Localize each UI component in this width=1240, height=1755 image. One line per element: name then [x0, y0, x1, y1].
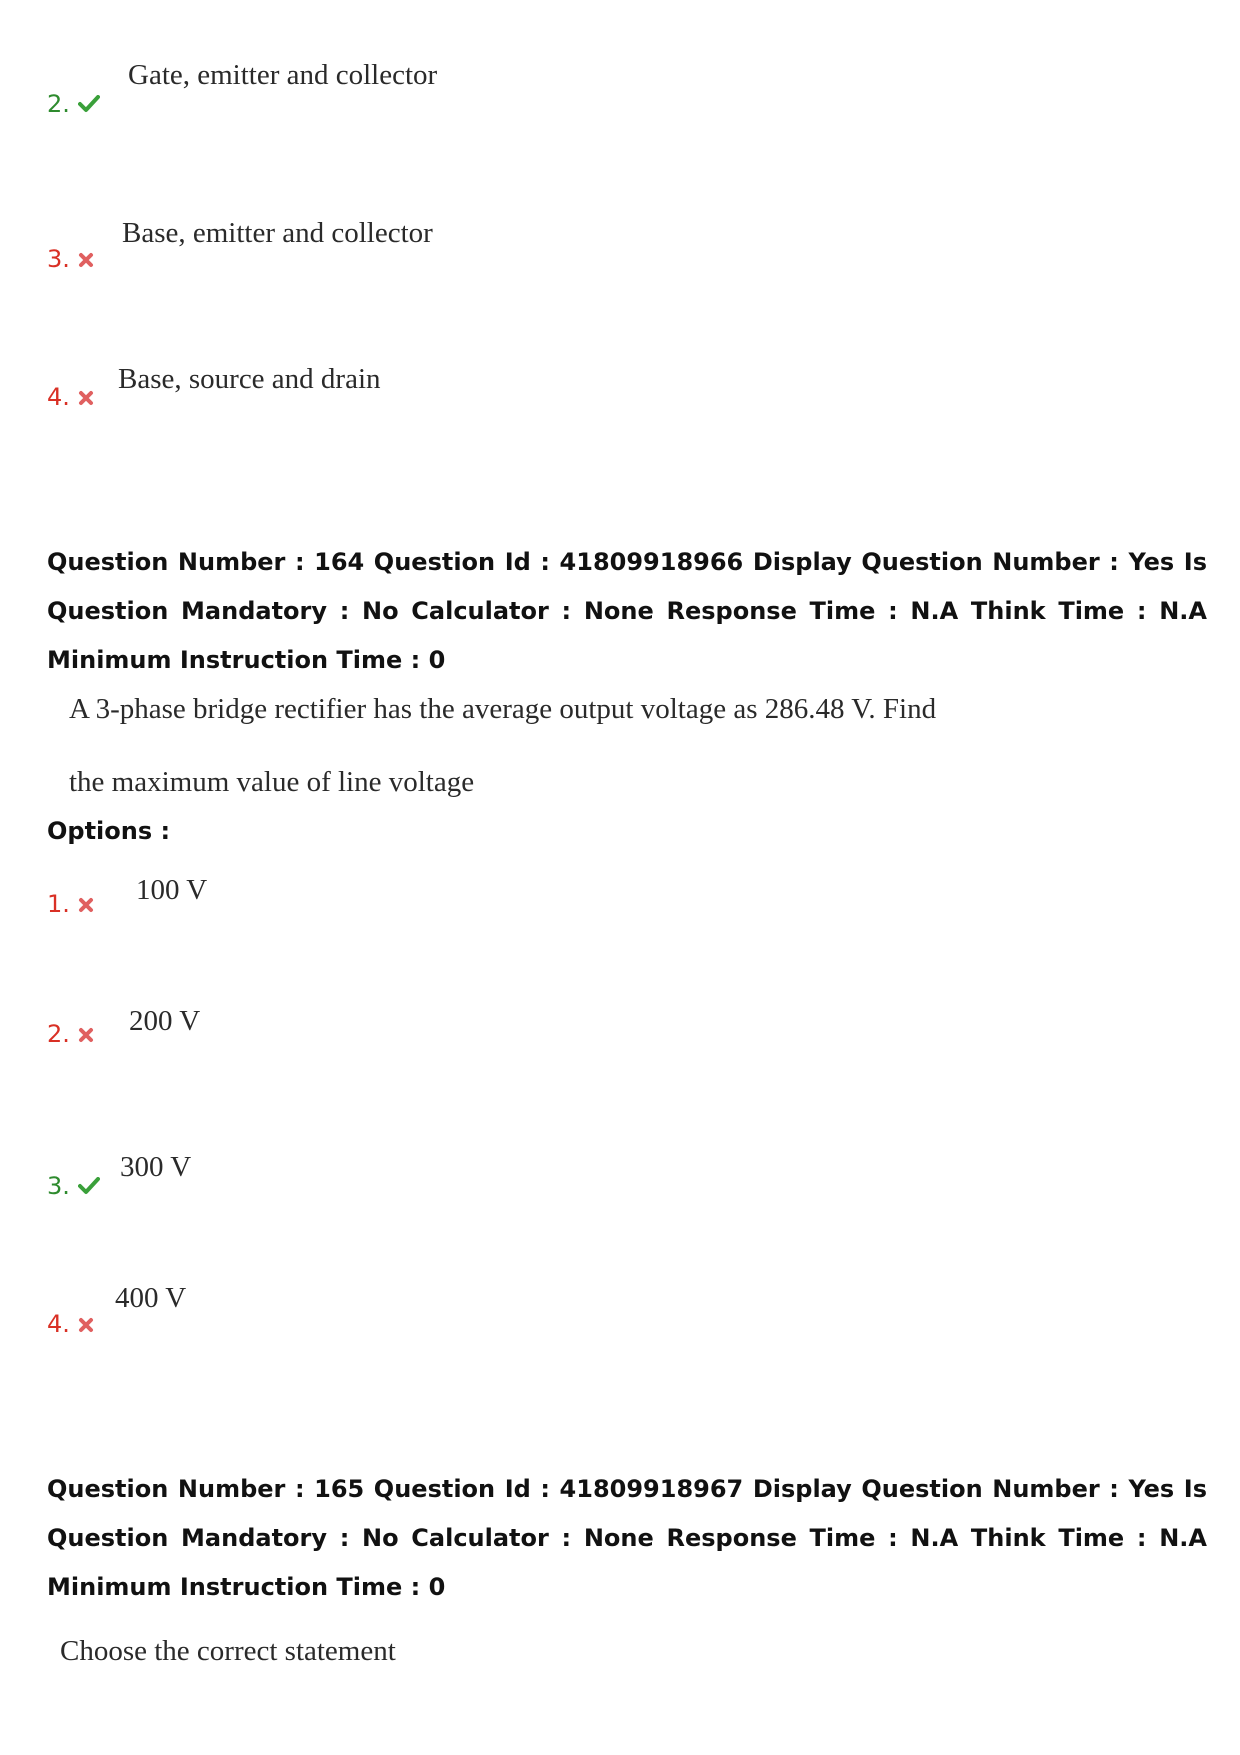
options-heading: Options :	[47, 817, 171, 845]
option-text: 200 V	[129, 1005, 201, 1037]
option-row-3	[47, 245, 94, 274]
option-number: 2.	[47, 90, 70, 118]
check-icon	[78, 91, 100, 119]
option-number: 4.	[47, 383, 70, 411]
option-row-4	[47, 1310, 94, 1339]
option-number: 3.	[47, 1172, 70, 1200]
option-row-2	[47, 1020, 94, 1049]
question-text: Choose the correct statement	[60, 1635, 396, 1667]
option-row-1	[47, 890, 94, 919]
question-text: A 3-phase bridge rectifier has the average output voltage as 286.48 V. Find	[69, 693, 937, 725]
question-text: the maximum value of line voltage	[69, 766, 475, 798]
option-number: 1.	[47, 890, 70, 918]
option-row-2	[47, 90, 100, 119]
option-text: Base, source and drain	[118, 363, 381, 395]
option-row-3	[47, 1172, 100, 1201]
option-number: 2.	[47, 1020, 70, 1048]
option-text: Gate, emitter and collector	[128, 59, 438, 91]
question-meta: Question Number : 165 Question Id : 41809918967 Display Question Number : Yes Is Question Mandatory : No Calculator : None Response Time : N.A Think Time : N.A Minimum Instruction Time : 0	[47, 1475, 1207, 1601]
option-text: 100 V	[136, 874, 208, 906]
option-text: Base, emitter and collector	[122, 217, 433, 249]
question-meta: Question Number : 164 Question Id : 41809918966 Display Question Number : Yes Is Question Mandatory : No Calculator : None Response Time : N.A Think Time : N.A Minimum Instruction Time : 0	[47, 548, 1207, 674]
cross-icon	[78, 1021, 94, 1049]
option-row-4	[47, 383, 94, 412]
cross-icon	[78, 246, 94, 274]
cross-icon	[78, 384, 94, 412]
check-icon	[78, 1173, 100, 1201]
cross-icon	[78, 891, 94, 919]
option-number: 4.	[47, 1310, 70, 1338]
option-number: 3.	[47, 245, 70, 273]
cross-icon	[78, 1311, 94, 1339]
option-text: 300 V	[120, 1151, 192, 1183]
option-text: 400 V	[115, 1282, 187, 1314]
